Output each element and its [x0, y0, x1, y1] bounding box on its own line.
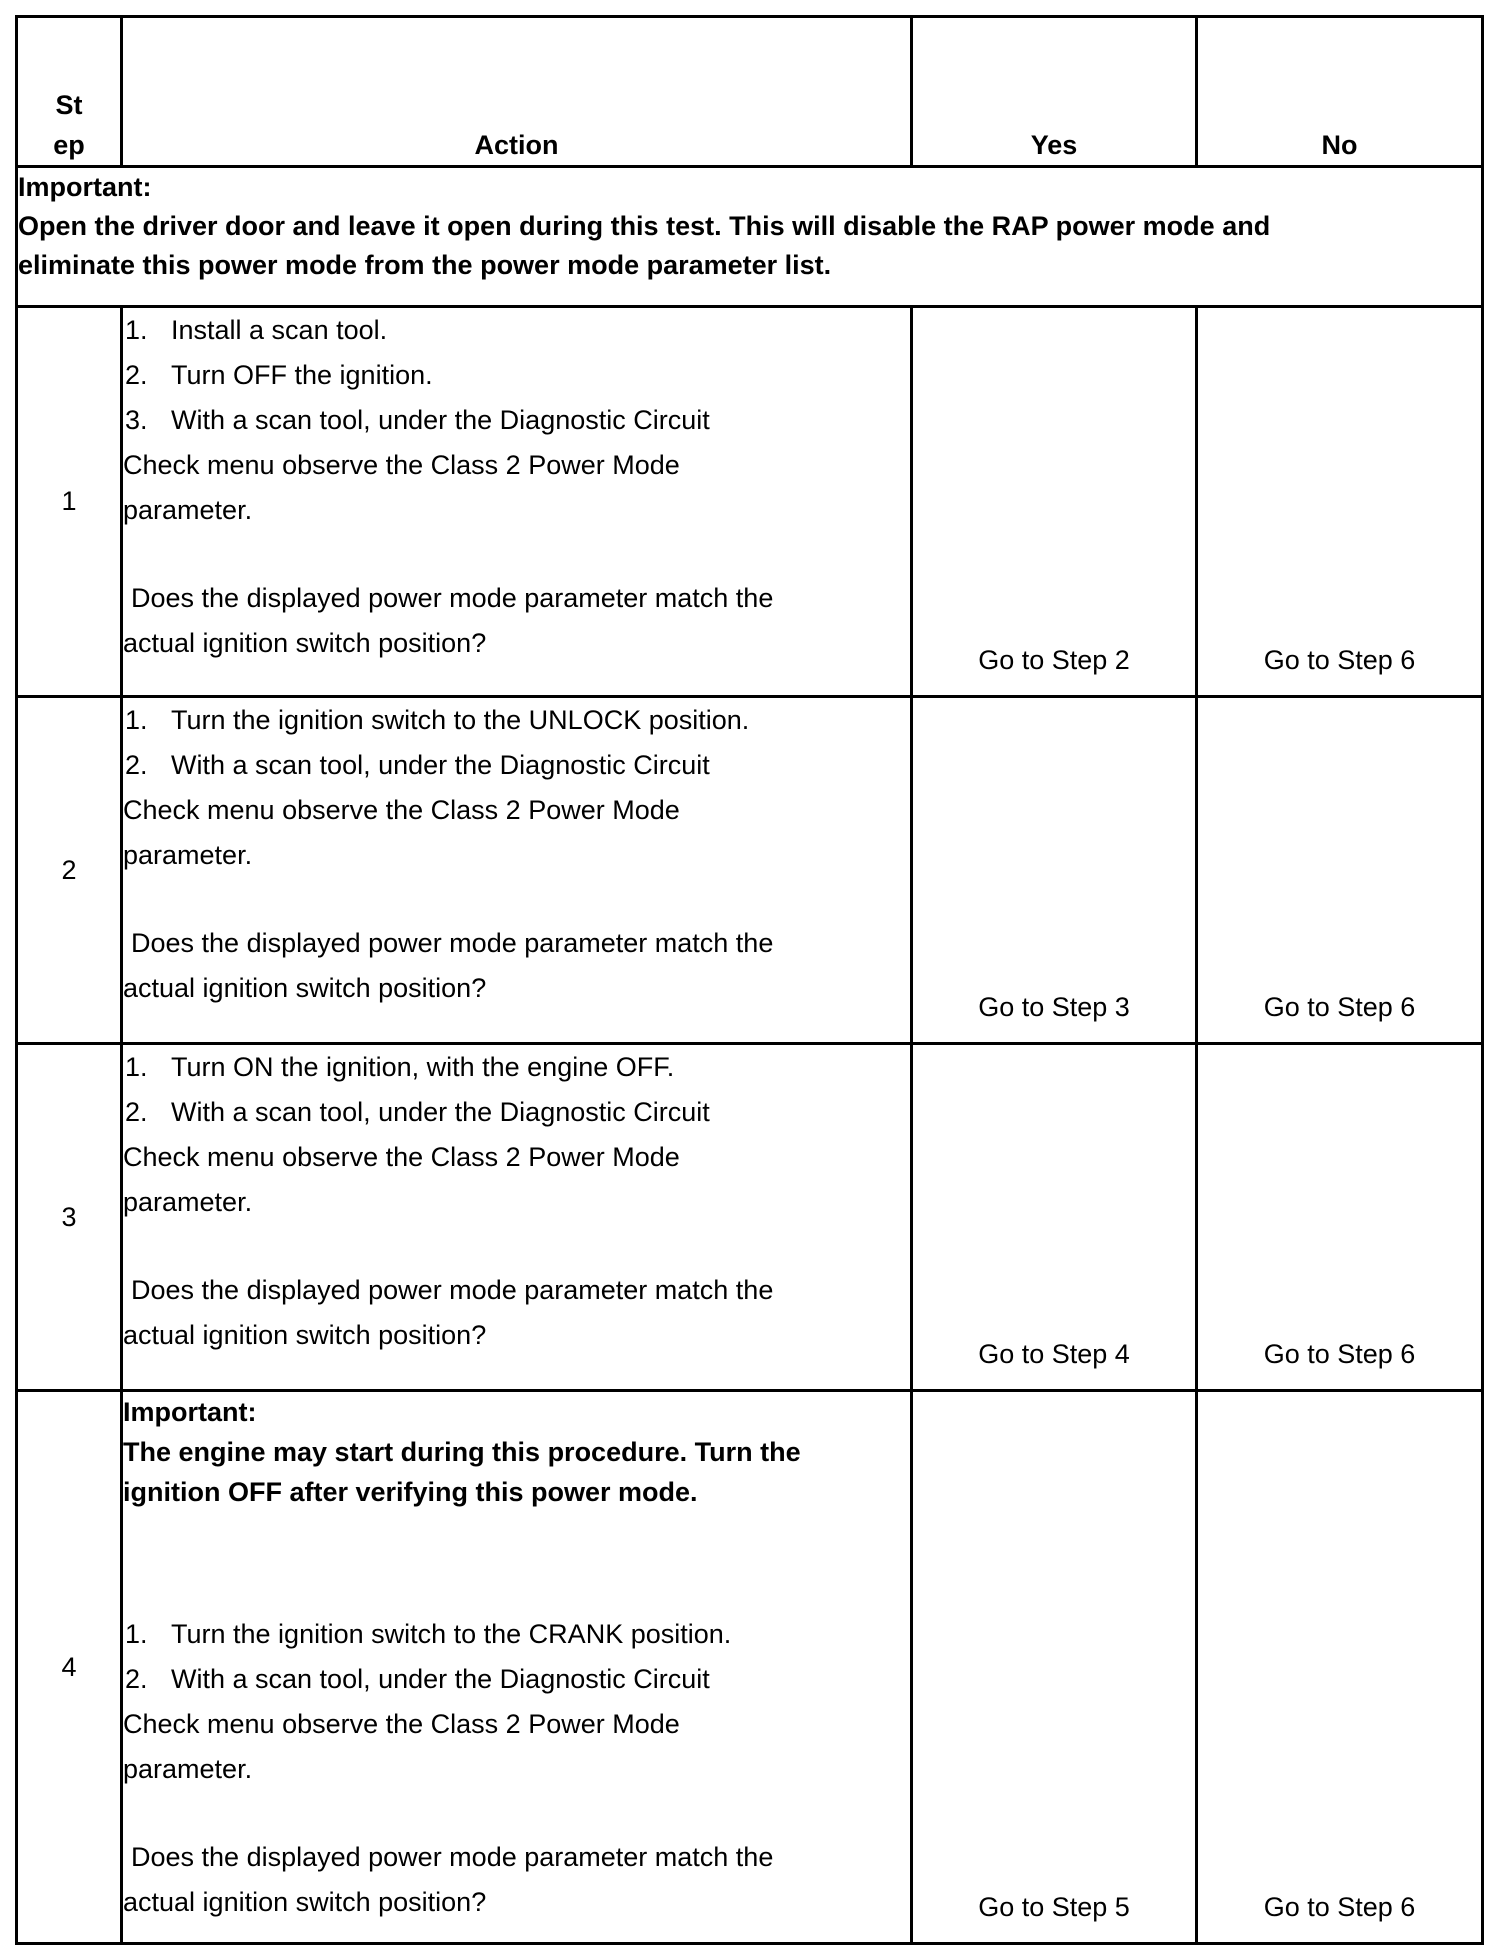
question-line2: actual ignition switch position? — [123, 628, 487, 658]
action-cell — [122, 697, 912, 1044]
list-item-number: 1. — [125, 1052, 148, 1082]
step-header-line1: St — [55, 90, 83, 120]
table-row-step-2 — [17, 697, 1483, 1044]
list-item — [123, 1045, 910, 1090]
question-line2: actual ignition switch position? — [123, 1320, 487, 1350]
question-line1: Does the displayed power mode parameter match the — [131, 583, 774, 613]
step-column-header — [17, 17, 122, 167]
list-item-text: Turn the ignition switch to the CRANK position. — [171, 1619, 732, 1649]
table-header-row — [17, 17, 1483, 167]
important-line2: ignition OFF after verifying this power mode. — [123, 1477, 698, 1507]
yes-cell: Go to Step 4 — [912, 1044, 1197, 1391]
list-item-number: 2. — [125, 1097, 148, 1127]
list-item — [123, 698, 910, 743]
list-item — [123, 1657, 910, 1702]
question-line1: Does the displayed power mode parameter match the — [131, 1842, 774, 1872]
continuation-line: Check menu observe the Class 2 Power Mode — [123, 450, 680, 480]
no-cell: Go to Step 6 — [1197, 307, 1483, 697]
general-note-heading: Important: — [18, 172, 152, 202]
continuation-line: parameter. — [123, 1754, 253, 1784]
list-item-text: Turn ON the ignition, with the engine OFF. — [171, 1052, 675, 1082]
list-item-text: With a scan tool, under the Diagnostic Circuit — [171, 1097, 710, 1127]
question-line1: Does the displayed power mode parameter match the — [131, 928, 774, 958]
action-column-header: Action — [122, 17, 912, 167]
list-item-text: With a scan tool, under the Diagnostic Circuit — [171, 405, 710, 435]
step-number: 1 — [17, 307, 122, 697]
list-item-text: Turn the ignition switch to the UNLOCK position. — [171, 705, 750, 735]
yes-cell: Go to Step 3 — [912, 697, 1197, 1044]
general-note-row — [17, 167, 1483, 307]
list-item — [123, 1612, 910, 1657]
no-cell: Go to Step 6 — [1197, 1044, 1483, 1391]
general-note-cell — [17, 167, 1483, 307]
list-item-number: 2. — [125, 750, 148, 780]
no-column-header: No — [1197, 17, 1483, 167]
list-item-number: 2. — [125, 1664, 148, 1694]
general-note-line1: Open the driver door and leave it open during this test. This will disable the RAP power mode and — [18, 211, 1271, 241]
list-item-text: Turn OFF the ignition. — [171, 360, 433, 390]
important-line1: The engine may start during this procedure. Turn the — [123, 1437, 801, 1467]
list-item-number: 1. — [125, 1619, 148, 1649]
question-line2: actual ignition switch position? — [123, 973, 487, 1003]
list-item — [123, 398, 910, 443]
yes-cell: Go to Step 2 — [912, 307, 1197, 697]
continuation-line: parameter. — [123, 1187, 253, 1217]
action-cell — [122, 1391, 912, 1944]
no-cell: Go to Step 6 — [1197, 1391, 1483, 1944]
action-cell — [122, 307, 912, 697]
list-item-number: 1. — [125, 315, 148, 345]
list-item — [123, 353, 910, 398]
no-cell: Go to Step 6 — [1197, 697, 1483, 1044]
action-cell — [122, 1044, 912, 1391]
list-item — [123, 308, 910, 353]
general-note-line2: eliminate this power mode from the power mode parameter list. — [18, 250, 832, 280]
list-item-text: With a scan tool, under the Diagnostic Circuit — [171, 750, 710, 780]
list-item-text: With a scan tool, under the Diagnostic Circuit — [171, 1664, 710, 1694]
continuation-line: parameter. — [123, 495, 253, 525]
list-item-number: 3. — [125, 405, 148, 435]
question-line1: Does the displayed power mode parameter match the — [131, 1275, 774, 1305]
list-item — [123, 743, 910, 788]
important-heading: Important: — [123, 1397, 257, 1427]
continuation-line: Check menu observe the Class 2 Power Mode — [123, 795, 680, 825]
table-row-step-3 — [17, 1044, 1483, 1391]
continuation-line: parameter. — [123, 840, 253, 870]
step-header-line2: ep — [53, 130, 85, 160]
continuation-line: Check menu observe the Class 2 Power Mode — [123, 1142, 680, 1172]
step-number: 3 — [17, 1044, 122, 1391]
table-row-step-1 — [17, 307, 1483, 697]
list-item-number: 2. — [125, 360, 148, 390]
yes-column-header: Yes — [912, 17, 1197, 167]
step-number: 4 — [17, 1391, 122, 1944]
diagnostic-table — [15, 15, 1484, 1945]
continuation-line: Check menu observe the Class 2 Power Mode — [123, 1709, 680, 1739]
step-number: 2 — [17, 697, 122, 1044]
yes-cell: Go to Step 5 — [912, 1391, 1197, 1944]
question-line2: actual ignition switch position? — [123, 1887, 487, 1917]
list-item-number: 1. — [125, 705, 148, 735]
table-row-step-4 — [17, 1391, 1483, 1944]
list-item — [123, 1090, 910, 1135]
list-item-text: Install a scan tool. — [171, 315, 388, 345]
